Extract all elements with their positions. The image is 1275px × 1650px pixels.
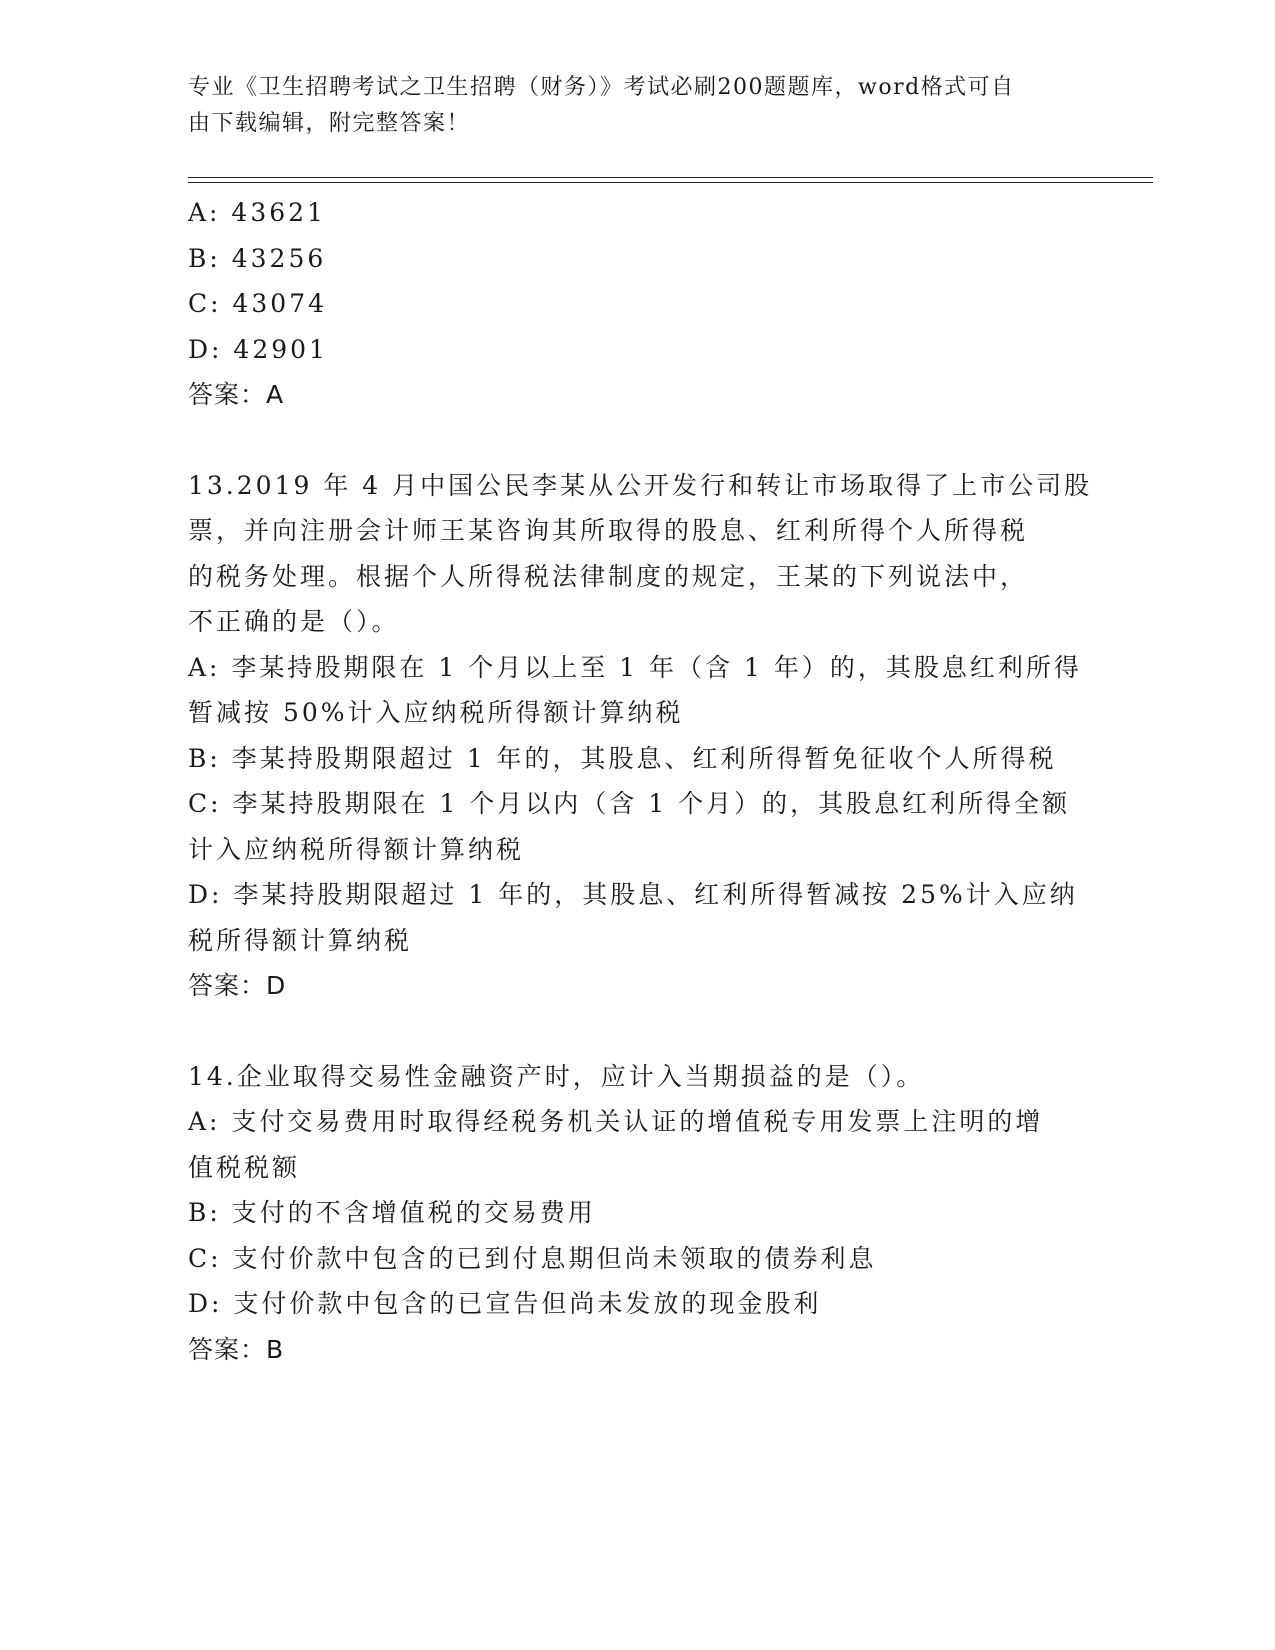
q13-stem-line-4: 不正确的是（）。 [188,607,400,636]
document-header [188,70,1068,142]
q13-option-a-line-1: A: 李某持股期限在 1 个月以上至 1 年（含 1 年）的，其股息红利所得 [188,652,1082,682]
q14-option-a-line-1: A: 支付交易费用时取得经税务机关认证的增值税专用发票上注明的增 [188,1107,1044,1136]
q13-stem-line-3: 的税务处理。根据个人所得税法律制度的规定，王某的下列说法中， [188,561,1029,591]
question-13 [188,463,1093,1009]
q14-stem: 14.企业取得交易性金融资产时，应计入当期损益的是（）。 [188,1061,925,1091]
q13-option-c-line-1: C: 李某持股期限在 1 个月以内（含 1 个月）的，其股息红利所得全额 [188,789,1071,818]
q12-option-b: B: 43256 [188,243,327,273]
header-divider-top [188,177,1153,178]
spacer [188,1009,1088,1054]
header-line-1: 专业《卫生招聘考试之卫生招聘（财务）》考试必刷200题题库，word格式可自 [188,75,1015,100]
spacer [188,418,1088,463]
q14-option-b: B: 支付的不含增值税的交易费用 [188,1198,596,1227]
question-content [188,190,1093,1372]
q13-option-d-line-2: 税所得额计算纳税 [188,925,413,955]
header-line-2: 由下载编辑，附完整答案！ [188,111,471,136]
q12-option-c: C: 43074 [188,289,328,318]
question-12 [188,190,1088,418]
q14-option-c: C: 支付价款中包含的已到付息期但尚未领取的债券利息 [188,1243,877,1273]
q13-option-d-line-1: D: 李某持股期限超过 1 年的，其股息、红利所得暂减按 25%计入应纳 [188,880,1078,909]
q13-option-b: B: 李某持股期限超过 1 年的，其股息、红利所得暂免征收个人所得税 [188,743,1057,773]
q13-option-a-line-2: 暂减按 50%计入应纳税所得额计算纳税 [188,698,684,727]
q13-stem-line-1: 13.2019 年 4 月中国公民李某从公开发行和转让市场取得了上市公司股 [188,470,1093,500]
q14-option-a-line-2: 值税税额 [188,1152,301,1182]
header-divider-bottom [188,182,1153,183]
q13-answer: 答案：D [188,971,287,1000]
q12-answer: 答案：A [188,380,285,409]
q14-option-d: D: 支付价款中包含的已宣告但尚未发放的现金股利 [188,1289,822,1318]
q12-option-d: D: 42901 [188,334,328,364]
q13-option-c-line-2: 计入应纳税所得额计算纳税 [188,834,525,864]
q14-answer: 答案：B [188,1334,285,1364]
question-14 [188,1054,1088,1373]
q12-option-a: A: 43621 [188,198,326,227]
q13-stem-line-2: 票，并向注册会计师王某咨询其所取得的股息、红利所得个人所得税 [188,516,1029,545]
